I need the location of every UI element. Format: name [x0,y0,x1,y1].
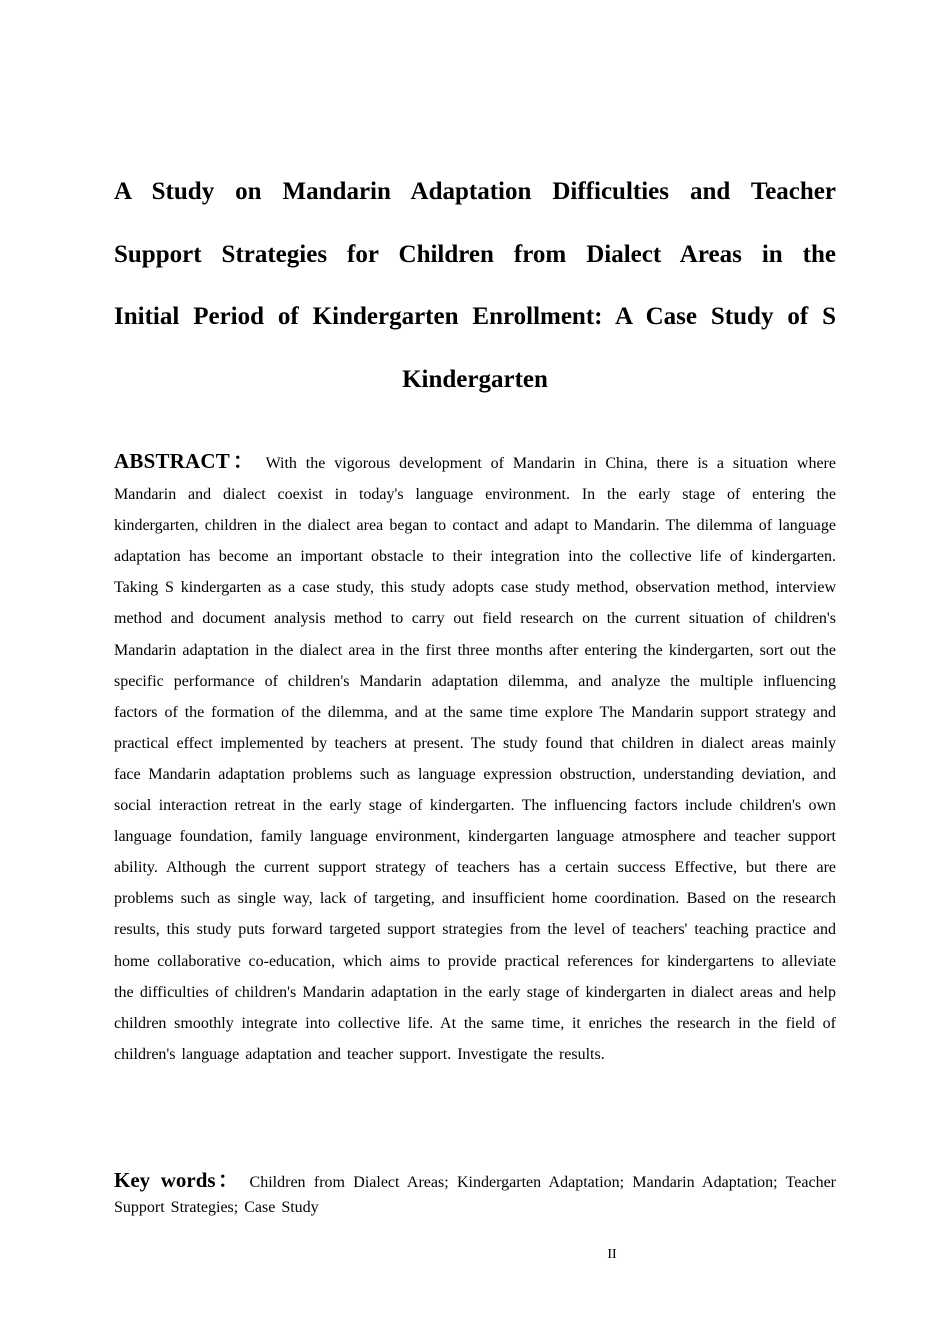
abstract-paragraph [114,446,836,1070]
abstract-label: ABSTRACT： [114,449,257,473]
paper-title: A Study on Mandarin Adaptation Difficulties and Teacher Support Strategies for Children from Dialect Areas in the Initial Period of Kindergarten Enrollment: A Case Study of S Kindergarten [114,178,836,393]
abstract-text: With the vigorous development of Mandarin in China, there is a situation where Mandarin and dialect coexist in today's language environment. In the early stage of entering the kindergarten, children in the dialect area began to contact and adapt to Mandarin. The dilemma of language adaptation has become an important obstacle to their integration into the collective life of kindergarten. Taking S kindergarten as a case study, this study adopts case study method, observation method, interview method and document analysis method to carry out field research on the current situation of children's Mandarin adaptation in the dialect area in the first three months after entering the kindergarten, sort out the specific performance of children's Mandarin adaptation dilemma, and analyze the multiple influencing factors of the formation of the dilemma, and at the same time explore The Mandarin support strategy and practical effect implemented by teachers at present. The study found that children in dialect areas mainly face Mandarin adaptation problems such as language expression obstruction, understanding deviation, and social interaction retreat in the early stage of kindergarten. The influencing factors include children's own language foundation, family language environment, kindergarten language atmosphere and teacher support ability. Although the current support strategy of teachers has a certain success Effective, but there are problems such as single way, lack of targeting, and insufficient home coordination. Based on the research results, this study puts forward targeted support strategies from the level of teachers' teaching practice and home collaborative co-education, which aims to provide practical references for kindergartens to alleviate the difficulties of children's Mandarin adaptation in the early stage of kindergarten in dialect areas and help children smoothly integrate into collective life. At the same time, it enriches the research in the field of children's language adaptation and teacher support. Investigate the results. [114,455,836,1063]
keywords-label: Key words： [114,1168,242,1192]
keywords-text: Children from Dialect Areas; Kindergarten Adaptation; Mandarin Adaptation; Teacher Support Strategies; Case Study [114,1174,837,1216]
keywords-paragraph [114,1168,836,1220]
page-number: II [607,1247,617,1262]
